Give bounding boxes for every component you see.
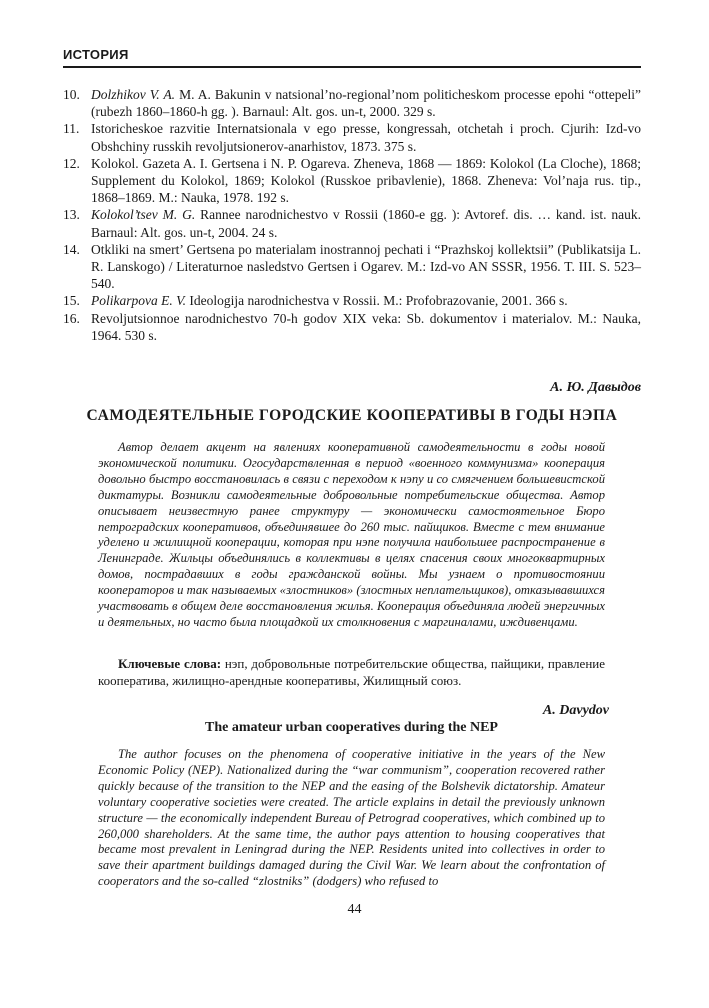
reference-text: Ideologija narodnichestva v Rossii. M.: Profobrazovanie, 2001. 366 s.: [186, 293, 568, 309]
reference-list: [63, 86, 641, 344]
reference-text: Istoricheskoe razvitie Internatsionala v ego presse, kongressah, otchetah i proch. Cjurih: Izd-vo Obshchiny russkih revoljutsionerov-anarhistov, 1873. 375 s.: [91, 121, 641, 154]
article-title-en: The amateur urban cooperatives during the NEP: [205, 720, 498, 735]
list-item: [63, 206, 641, 240]
abstract-ru: Автор делает акцент на явлениях кооперативной самодеятельности в годы новой экономической политики. Огосударствленная в период «военного коммунизма» кооперация довольно быстро восстановилась в связи с переходом к нэпу и со смягчением большевистской диктатуры. Возникли самодеятельные добровольные потребительские общества. Автор описывает неизвестную ранее структуру — экономически самостоятельное Бюро петроградских кооперативов, объединявшее до 260 тыс. пайщиков. Вместе с тем внимание уделено и жилищной кооперации, которая при нэпе получила наибольшее распространение в Ленинграде. Жильцы объединялись в коллективы в целях спасения своих многоквартирных домов, пострадавших в годы гражданской войны. Мы узнаем о противостоянии кооператоров и так называемых «злостников» (злостных неплательщиков), отказывавшихся участвовать в общем деле восстановления жилья. Кооперация объединяла людей энергичных и деятельных, но часто была площадкой их столкновения с маргиналами, иждивенцами.: [98, 440, 605, 629]
reference-number: 16.: [63, 310, 80, 326]
article-author-ru: А. Ю. Давыдов: [550, 380, 641, 395]
header-divider: [63, 66, 641, 68]
list-item: [63, 155, 641, 207]
reference-number: 10.: [63, 87, 80, 102]
reference-text: Kolokol. Gazeta A. I. Gertsena i N. P. Ogareva. Zheneva, 1868 — 1869: Kolokol (La Cloche), 1868; Supplement du Kolokol, 1869; Kolokol (Russkoe pribavlenie), 1868. Zheneva: Vol’naja rus. tip., 1868–1869. M.: Nauka, 1978. 192 s.: [91, 155, 641, 206]
page-number: 44: [347, 902, 362, 917]
article-author-en: A. Davydov: [542, 703, 609, 718]
reference-number: 13.: [63, 207, 80, 223]
reference-author: Kolokol’tsev M. G.: [91, 207, 196, 223]
reference-number: 15.: [63, 293, 80, 309]
reference-number: 14.: [63, 241, 80, 257]
list-item: [63, 241, 641, 293]
reference-text: Otkliki na smert’ Gertsena po materialam inostrannoj pechati i “Prazhskoj kollektsii” (Publikatsija L. R. Lanskogo) / Literaturnoe nasledstvo Gertsen i Ogarev. M.: Izd-vo AN SSSR, 1956. T. III. S. 523–540.: [91, 241, 641, 292]
list-item: [63, 310, 641, 344]
abstract-en: The author focuses on the phenomena of cooperative initiative in the years of the New Economic Policy (NEP). Nationalized during the “war communism”, cooperation recovered rather quickly because of the transition to the NEP and the easing of the Bolshevik dictatorship. Amateur voluntary cooperative societies were created. The article explains in detail the previously unknown structure — the economically independent Bureau of Petrograd cooperatives, which combined up to 260,000 shareholders. At the same time, the author pays attention to housing cooperatives that became most prevalent in Leningrad during the NEP. Residents united into collectives in order to save their apartment buildings damaged during the Civil War. We learn about the confrontation of cooperators and the so-called “zlostniks” (dodgers) who refused to: [98, 747, 605, 889]
article-title-ru: САМОДЕЯТЕЛЬНЫЕ ГОРОДСКИЕ КООПЕРАТИВЫ В ГОДЫ НЭПА: [86, 407, 618, 424]
list-item: [63, 86, 641, 120]
reference-text: M. A. Bakunin v natsional’no-regional’nom politicheskom processe epohi “ottepeli” (rubezh 1860–1860-h gg. ). Barnaul: Alt. gos. un-t, 2000. 329 s.: [91, 87, 641, 120]
keywords-ru: [98, 655, 605, 689]
reference-text: Revoljutsionnoe narodnichestvo 70-h godov XIX veka: Sb. dokumentov i materialov. M.: Nauka, 1964. 530 s.: [91, 310, 641, 343]
reference-text: Rannee narodnichestvo v Rossii (1860-e gg. ): Avtoref. dis. … kand. ist. nauk. Barnaul: Alt. gos. un-t, 2004. 24 s.: [91, 207, 641, 240]
reference-author: Dolzhikov V. A.: [91, 87, 176, 102]
keywords-label: Ключевые слова:: [118, 656, 222, 671]
section-header: ИСТОРИЯ: [63, 47, 129, 62]
reference-number: 11.: [63, 121, 80, 137]
keywords-text: нэп, добровольные потребительские общества, пайщики, правление кооператива, жилищно-арендные кооперативы, Жилищный союз.: [98, 656, 605, 688]
list-item: [63, 120, 641, 154]
reference-author: Polikarpova E. V.: [91, 293, 186, 309]
reference-number: 12.: [63, 155, 80, 171]
list-item: [63, 292, 641, 309]
